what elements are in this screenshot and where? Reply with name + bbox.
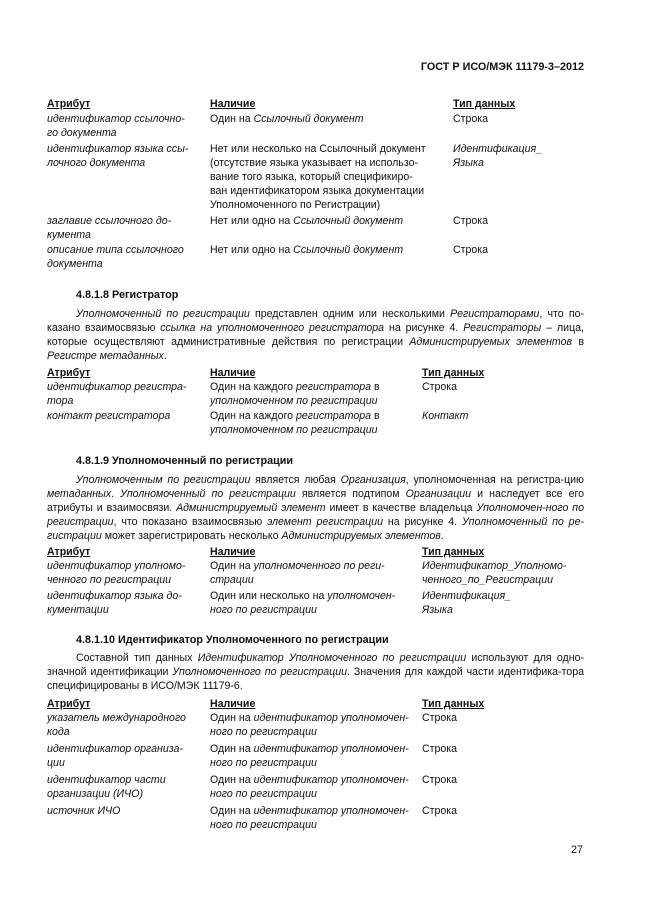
presence-text: ван идентификатором языка документации bbox=[210, 185, 425, 197]
presence-text: Нет или одно на bbox=[210, 244, 294, 256]
paragraph: Уполномоченным по регистрации является любая Организация, уполномоченная на регистра-цию метаданных. Уполномоченный по регистрации является подтипом Организации и наследует все его атрибуты и взаимосвязи. Администрируемый элемент имеет в качестве владельца Уполномочен-ного по регистрации, что показано взаимосвязью элемент регистрации на рисунке 4. Уполномоченный по ре-гистрации может зарегистрировать несколько Администрируемых элементов. bbox=[47, 474, 585, 542]
table-row: идентификатор части организации (ИЧО) Один на идентификатор уполномочен- ного по регистрации Строка bbox=[47, 774, 458, 800]
table-row bbox=[47, 214, 584, 243]
datatype-text: Языка bbox=[453, 157, 484, 169]
table-row: идентификатор языка до- кументации Один или несколько на уполномочен- ного по регистрации Идентификация_ Языка bbox=[47, 590, 512, 616]
table-header-row bbox=[47, 697, 584, 711]
table-row bbox=[47, 243, 584, 272]
table-row: контакт регистратора Один на каждого регистратора в уполномоченном по регистрации Контакт bbox=[47, 410, 469, 436]
presence-text: Нет или несколько на Ссылочный документ bbox=[210, 143, 426, 155]
table-row: идентификатор регистра- тора Один на каждого регистратора в уполномоченном по регистрации Строка bbox=[47, 381, 458, 407]
datatype-text: Идентификация_ bbox=[453, 143, 543, 155]
attr-text: го документа bbox=[47, 127, 117, 139]
table-row: идентификатор уполномо- ченного по регистрации Один на уполномоченного по реги- страции Идентификатор_Уполномо- ченного_по_Регистрации bbox=[47, 560, 567, 586]
presence-text: Нет или одно на bbox=[210, 215, 294, 227]
paragraph: Составной тип данных Идентификатор Уполномоченного по регистрации используют для одно-значной идентификации Уполномоченного по регистрации. Значения для каждой части идентифика-тора специфицированы в ИСО/МЭК 11179-6. bbox=[47, 652, 585, 692]
presence-text: Уполномоченного по Регистрации) bbox=[210, 199, 381, 211]
header-attribute: Атрибут bbox=[47, 698, 91, 710]
header-attribute: Атрибут bbox=[47, 98, 91, 110]
presence-text: Ссылочный документ bbox=[293, 244, 404, 256]
header-presence: Наличие bbox=[210, 546, 256, 558]
presence-text: вание того языка, который спецификиро- bbox=[210, 171, 413, 183]
header-datatype: Тип данных bbox=[422, 698, 485, 710]
header-presence: Наличие bbox=[210, 98, 256, 110]
table-row: идентификатор организа- ции Один на идентификатор уполномочен- ного по регистрации Строка bbox=[47, 743, 458, 769]
attr-text: лочного документа bbox=[47, 157, 146, 169]
table-row: источник ИЧО Один на идентификатор уполномочен- ного по регистрации Строка bbox=[47, 805, 458, 831]
document-id: ГОСТ Р ИСО/МЭК 11179-3–2012 bbox=[420, 61, 584, 73]
attr-text: идентификатор языка ссы- bbox=[47, 143, 189, 155]
attr-text: кумента bbox=[47, 229, 91, 241]
header-presence: Наличие bbox=[210, 367, 256, 379]
attr-text: документа bbox=[47, 258, 103, 270]
datatype-text: Строка bbox=[453, 113, 489, 125]
table-row bbox=[47, 142, 584, 214]
header-attribute: Атрибут bbox=[47, 546, 91, 558]
datatype-text: Строка bbox=[453, 215, 489, 227]
presence-text: (отсутствие языка указывает на использо- bbox=[210, 157, 418, 169]
paragraph: Уполномоченный по регистрации представлен одним или несколькими Регистраторами, что по-казано взаимосвязью ссылка на уполномоченного регистратора на рисунке 4. Регистраторы – лица, которые осуществляют административные действия по регистрации Администрируемых элементов в Регистре метаданных. bbox=[47, 308, 585, 362]
presence-text: Ссылочный документ bbox=[293, 215, 404, 227]
section-heading: 4.8.1.10 Идентификатор Уполномоченного по регистрации bbox=[76, 634, 389, 646]
header-datatype: Тип данных bbox=[422, 367, 485, 379]
presence-text: Один на bbox=[210, 113, 254, 125]
datatype-text: Строка bbox=[453, 244, 489, 256]
attribute-table-registrar bbox=[47, 366, 584, 439]
section-heading: 4.8.1.8 Регистратор bbox=[76, 289, 179, 301]
table-row: указатель международного кода Один на идентификатор уполномочен- ного по регистрации Строка bbox=[47, 712, 458, 738]
attribute-table-registration-authority bbox=[47, 545, 584, 619]
presence-text: Ссылочный документ bbox=[253, 113, 364, 125]
page-number: 27 bbox=[570, 844, 583, 856]
header-presence: Наличие bbox=[210, 698, 256, 710]
attribute-table-reference-document bbox=[47, 97, 584, 272]
table-header-row bbox=[47, 97, 584, 112]
header-datatype: Тип данных bbox=[453, 98, 516, 110]
table-header-row bbox=[47, 366, 584, 380]
attr-text: описание типа ссылочного bbox=[47, 244, 184, 256]
header-attribute: Атрибут bbox=[47, 367, 91, 379]
attribute-table-registration-authority-identifier bbox=[47, 697, 584, 835]
table-row bbox=[47, 112, 584, 142]
section-heading: 4.8.1.9 Уполномоченный по регистрации bbox=[76, 455, 294, 467]
header-datatype: Тип данных bbox=[422, 546, 485, 558]
attr-text: заглавие ссылочного до- bbox=[47, 215, 172, 227]
attr-text: идентификатор ссылочно- bbox=[47, 113, 185, 125]
table-header-row bbox=[47, 545, 584, 559]
